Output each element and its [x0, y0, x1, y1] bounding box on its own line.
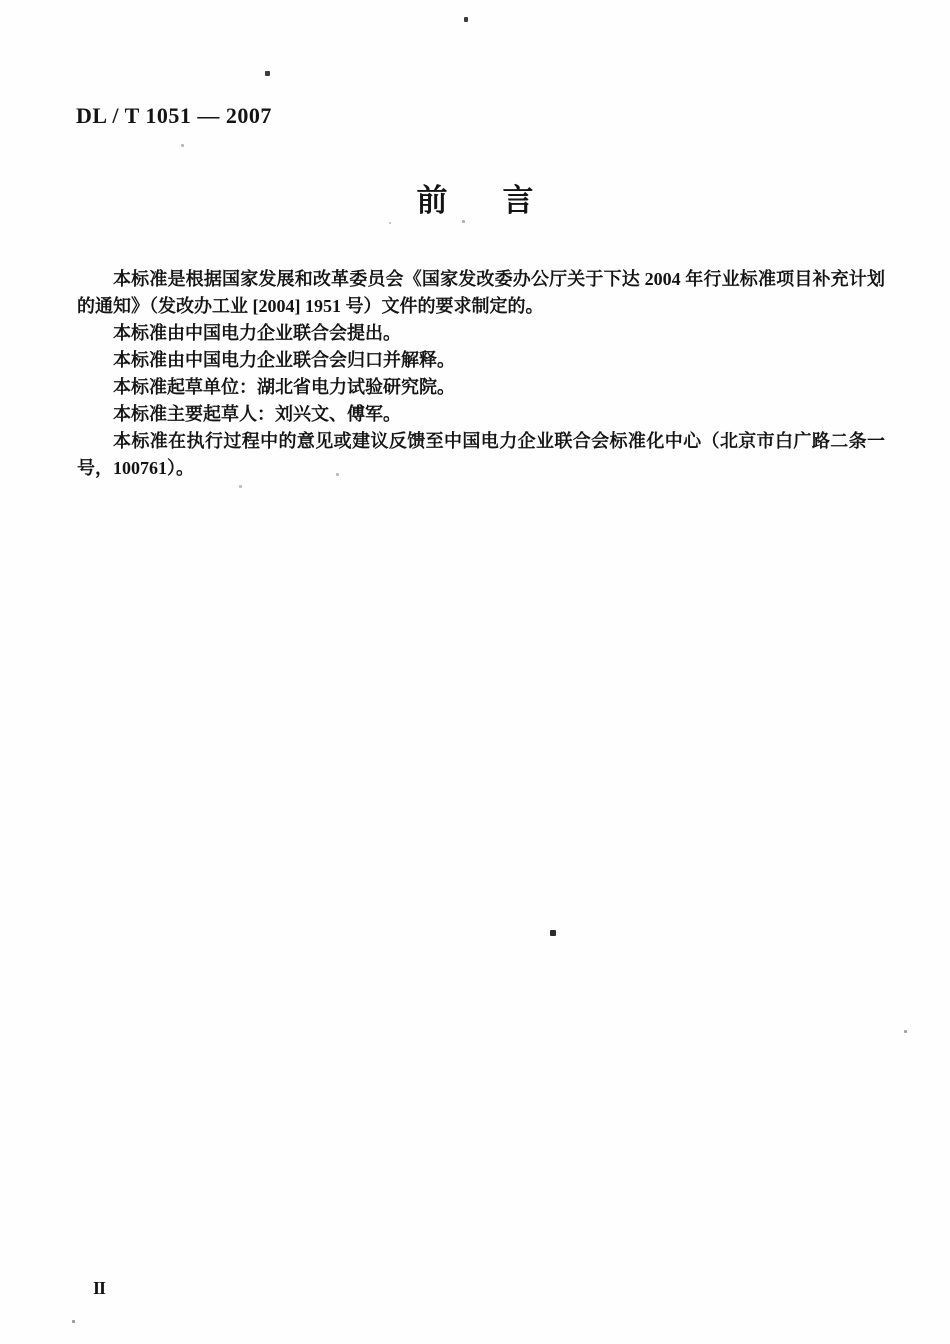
- page-title: [0, 184, 950, 218]
- foreword-paragraph-5: 本标准主要起草人：刘兴文、傅军。: [113, 404, 401, 424]
- foreword-paragraph-1: 本标准是根据国家发展和改革委员会《国家发改委办公厅关于下达 2004 年行业标准项目补充计划的通知》（发改办工业 [2004] 1951 号）文件的要求制定的。: [77, 269, 885, 316]
- scan-speck: [389, 222, 391, 224]
- scan-speck: [904, 1030, 907, 1033]
- foreword-body: [77, 266, 885, 482]
- foreword-paragraph-6: 本标准在执行过程中的意见或建议反馈至中国电力企业联合会标准化中心（北京市白广路二条一号，100761）。: [77, 431, 885, 478]
- foreword-paragraph-4: 本标准起草单位：湖北省电力试验研究院。: [113, 377, 455, 397]
- page-number: II: [93, 1278, 106, 1298]
- scan-speck: [72, 1320, 75, 1323]
- page-title-char-1: 前: [416, 183, 448, 218]
- scan-speck: [265, 71, 270, 76]
- scan-speck: [181, 144, 184, 147]
- standard-code: DL / T 1051 — 2007: [76, 103, 272, 128]
- foreword-paragraph-3: 本标准由中国电力企业联合会归口并解释。: [113, 350, 455, 370]
- scan-speck: [464, 17, 468, 22]
- scan-speck: [550, 930, 556, 936]
- page-title-char-2: 言: [502, 183, 534, 218]
- foreword-paragraph-2: 本标准由中国电力企业联合会提出。: [113, 323, 401, 343]
- scan-speck: [336, 473, 339, 476]
- scan-speck: [462, 220, 465, 223]
- scan-speck: [239, 485, 242, 488]
